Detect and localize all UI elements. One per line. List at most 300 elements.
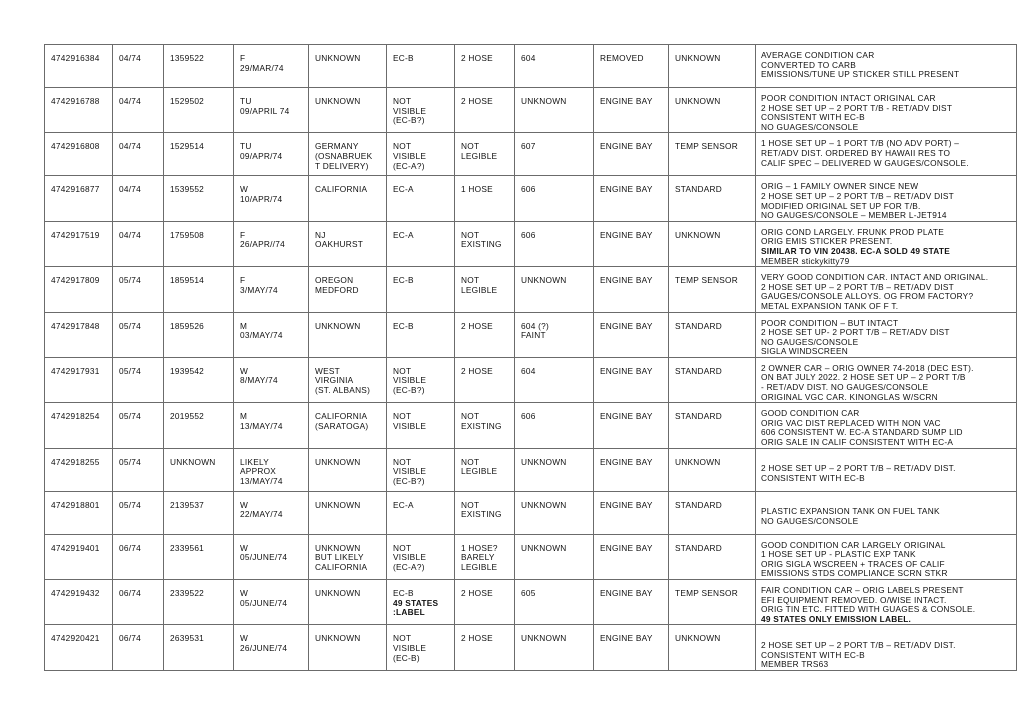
build-date-cell-text: F 29/MAR/74 <box>240 53 284 73</box>
vin-cell <box>45 625 113 670</box>
notes-line: NO GAUGES/CONSOLE <box>761 336 859 347</box>
distributor-cell <box>515 580 594 625</box>
engine-number-cell-text: 1859514 <box>170 275 205 286</box>
distributor-cell-text: 607 <box>521 141 536 152</box>
hose-setup-cell-text: NOT EXISTING <box>461 411 502 431</box>
hose-setup-cell <box>455 625 515 670</box>
notes-line: FAIR CONDITION CAR – ORIG LABELS PRESENT <box>761 585 964 595</box>
table-body <box>45 45 1017 671</box>
notes-line: 2 HOSE SET UP – 2 PORT T/B – RET/ADV DIST. <box>761 639 956 650</box>
expansion-tank-cell-text: ENGINE BAY <box>600 411 653 422</box>
notes-line: ORIG COND LARGELY. FRUNK PROD PLATE <box>761 226 945 237</box>
build-date-cell <box>234 580 309 625</box>
expansion-tank-cell <box>594 133 669 176</box>
emission-code-cell <box>387 580 455 625</box>
production-month-cell <box>113 403 164 448</box>
engine-number-cell-text: 1529502 <box>170 96 205 106</box>
expansion-tank-cell <box>594 267 669 312</box>
production-month-cell <box>113 221 164 266</box>
engine-bay-sensor-cell <box>669 403 756 448</box>
table-row <box>45 45 1017 88</box>
vin-cell-text: 4742918254 <box>51 411 100 422</box>
vin-cell-text: 4742919401 <box>51 542 100 553</box>
emission-code-cell <box>387 267 455 312</box>
hose-setup-cell <box>455 403 515 448</box>
build-date-cell <box>234 45 309 88</box>
engine-number-cell <box>164 534 234 579</box>
build-date-cell <box>234 491 309 534</box>
notes-line: PLASTIC EXPANSION TANK ON FUEL TANK <box>761 506 940 517</box>
notes-line: - RET/ADV DIST. NO GAUGES/CONSOLE <box>761 382 929 393</box>
production-month-cell <box>113 357 164 402</box>
hose-setup-cell-text: 2 HOSE <box>461 320 493 331</box>
notes-cell <box>756 357 1017 402</box>
expansion-tank-cell <box>594 625 669 670</box>
emission-code-cell-text: EC-B <box>393 53 414 63</box>
location-cell-text: UNKNOWN <box>315 499 361 510</box>
notes-cell <box>756 491 1017 534</box>
engine-bay-sensor-cell-text: STANDARD <box>675 184 723 195</box>
hose-setup-cell-text: NOT LEGIBLE <box>461 141 498 161</box>
vin-cell-text: 4742917519 <box>51 229 100 240</box>
engine-number-cell-text: 1759508 <box>170 229 205 240</box>
vin-cell-text: 4742919432 <box>51 588 100 598</box>
build-date-cell-text: W 10/APR/74 <box>240 184 283 204</box>
location-cell-text: CALIFORNIA <box>315 184 368 195</box>
notes-line: ORIGINAL VGC CAR. KINONGLAS W/SCRN <box>761 391 938 402</box>
build-date-cell <box>234 267 309 312</box>
engine-number-cell-text: 2019552 <box>170 411 205 422</box>
notes-line: 2 OWNER CAR – ORIG OWNER 74-2018 (DEC EST). <box>761 362 974 373</box>
notes-line: ORIG SALE IN CALIF CONSISTENT WITH EC-A <box>761 437 954 448</box>
production-month-cell <box>113 133 164 176</box>
notes-line: 2 HOSE SET UP- 2 PORT T/B – RET/ADV DIST <box>761 327 950 338</box>
engine-bay-sensor-cell-text: STANDARD <box>675 411 723 422</box>
notes-line: GOOD CONDITION CAR LARGELY ORIGINAL <box>761 539 946 550</box>
expansion-tank-cell-text: ENGINE BAY <box>600 275 653 286</box>
engine-bay-sensor-cell <box>669 176 756 221</box>
build-date-cell <box>234 448 309 491</box>
distributor-cell-text: 604 (?) FAINT <box>521 320 550 341</box>
production-month-cell-text: 05/74 <box>119 411 142 422</box>
notes-cell <box>756 45 1017 88</box>
vin-cell-text: 4742918801 <box>51 499 100 510</box>
expansion-tank-cell-text: ENGINE BAY <box>600 456 653 467</box>
build-date-cell-text: W 8/MAY/74 <box>240 365 278 386</box>
expansion-tank-cell-text: ENGINE BAY <box>600 96 653 106</box>
production-month-cell-text: 06/74 <box>119 588 142 598</box>
table-row <box>45 133 1017 176</box>
vin-cell <box>45 448 113 491</box>
build-date-cell <box>234 176 309 221</box>
location-cell <box>309 45 387 88</box>
notes-line: ORIG – 1 FAMILY OWNER SINCE NEW <box>761 181 919 192</box>
location-cell-text: UNKNOWN <box>315 53 361 63</box>
production-month-cell <box>113 45 164 88</box>
engine-bay-sensor-cell <box>669 133 756 176</box>
vin-cell <box>45 133 113 176</box>
build-date-cell-text: F 26/APR//74 <box>240 229 285 250</box>
engine-number-cell <box>164 45 234 88</box>
notes-cell <box>756 312 1017 357</box>
location-cell-text: UNKNOWN BUT LIKELY CALIFORNIA <box>315 542 368 572</box>
hose-setup-cell <box>455 267 515 312</box>
emission-code-cell <box>387 625 455 670</box>
location-cell-text: NJ OAKHURST <box>315 229 364 250</box>
vin-cell <box>45 88 113 133</box>
notes-cell <box>756 534 1017 579</box>
notes-line: POOR CONDITION INTACT ORIGINAL CAR <box>761 93 936 103</box>
distributor-cell-text: 606 <box>521 411 536 422</box>
hose-setup-cell <box>455 221 515 266</box>
notes-line: METAL EXPANSION TANK OF F T. <box>761 300 899 311</box>
location-cell <box>309 267 387 312</box>
hose-setup-cell-text: 1 HOSE? BARELY LEGIBLE <box>461 542 498 572</box>
notes-line: ORIG VAC DIST REPLACED WITH NON VAC <box>761 417 941 428</box>
expansion-tank-cell-text: REMOVED <box>600 53 644 63</box>
vin-registry-table <box>44 44 1017 671</box>
engine-number-cell <box>164 176 234 221</box>
hose-setup-cell-text: 1 HOSE <box>461 184 493 195</box>
distributor-cell <box>515 534 594 579</box>
hose-setup-cell-text: 2 HOSE <box>461 633 493 644</box>
notes-line: NO GAUGES/CONSOLE <box>761 515 859 526</box>
emission-code-cell-text: NOT VISIBLE (EC-B) <box>393 633 427 663</box>
engine-number-cell-text: UNKNOWN <box>170 456 216 467</box>
hose-setup-cell-text: 2 HOSE <box>461 588 493 598</box>
build-date-cell <box>234 534 309 579</box>
notes-line: 2 HOSE SET UP – 2 PORT T/B - RET/ADV DIST <box>761 102 953 113</box>
hose-setup-cell <box>455 88 515 133</box>
expansion-tank-cell <box>594 448 669 491</box>
notes-cell <box>756 403 1017 448</box>
location-cell-text: UNKNOWN <box>315 588 361 598</box>
notes-cell <box>756 267 1017 312</box>
notes-line: MODIFIED ORIGINAL SET UP FOR T/B. <box>761 200 921 211</box>
distributor-cell-text: 604 <box>521 365 536 376</box>
notes-line: ORIG SIGLA WSCREEN + TRACES OF CALIF <box>761 558 945 569</box>
emission-code-cell <box>387 403 455 448</box>
distributor-cell-text: 605 <box>521 588 536 598</box>
table-row <box>45 491 1017 534</box>
vin-cell <box>45 580 113 625</box>
production-month-cell <box>113 312 164 357</box>
emission-code-cell-text: NOT VISIBLE (EC-A?) <box>393 141 427 171</box>
location-cell-text: GERMANY (OSNABRUEK T DELIVERY) <box>315 141 373 171</box>
production-month-cell <box>113 88 164 133</box>
expansion-tank-cell-text: ENGINE BAY <box>600 184 653 195</box>
location-cell <box>309 133 387 176</box>
distributor-cell <box>515 625 594 670</box>
engine-bay-sensor-cell-text: UNKNOWN <box>675 96 721 106</box>
hose-setup-cell-text: NOT LEGIBLE <box>461 275 498 295</box>
hose-setup-cell <box>455 133 515 176</box>
table-row <box>45 448 1017 491</box>
emission-code-cell <box>387 491 455 534</box>
production-month-cell-text: 04/74 <box>119 184 142 195</box>
build-date-cell <box>234 221 309 266</box>
engine-number-cell <box>164 403 234 448</box>
emission-code-cell-text: NOT VISIBLE <box>393 411 427 431</box>
vin-cell <box>45 45 113 88</box>
notes-line: VERY GOOD CONDITION CAR. INTACT AND ORIGINAL. <box>761 272 989 283</box>
location-cell <box>309 491 387 534</box>
location-cell <box>309 221 387 266</box>
vin-cell <box>45 176 113 221</box>
production-month-cell <box>113 534 164 579</box>
vin-cell <box>45 491 113 534</box>
location-cell-text: OREGON MEDFORD <box>315 275 359 295</box>
notes-line: 1 HOSE SET UP - PLASTIC EXP TANK <box>761 549 916 560</box>
distributor-cell-text: 606 <box>521 184 536 195</box>
engine-number-cell <box>164 580 234 625</box>
location-cell-text: UNKNOWN <box>315 456 361 467</box>
vin-cell-text: 4742917931 <box>51 365 100 376</box>
vin-cell-text: 4742916808 <box>51 141 100 152</box>
notes-line: ORIG TIN ETC. FITTED WITH GUAGES & CONSOLE. <box>761 604 976 615</box>
notes-cell <box>756 625 1017 670</box>
hose-setup-cell <box>455 580 515 625</box>
engine-number-cell <box>164 448 234 491</box>
distributor-cell <box>515 357 594 402</box>
production-month-cell-text: 04/74 <box>119 229 142 240</box>
build-date-cell-text: TU 09/APR/74 <box>240 141 283 161</box>
location-cell <box>309 580 387 625</box>
distributor-cell <box>515 176 594 221</box>
build-date-cell-text: W 05/JUNE/74 <box>240 542 288 563</box>
emission-code-cell-text: EC-A <box>393 184 414 195</box>
expansion-tank-cell <box>594 534 669 579</box>
production-month-cell-text: 05/74 <box>119 320 142 331</box>
vin-cell-text: 4742916877 <box>51 184 100 195</box>
location-cell-text: CALIFORNIA (SARATOGA) <box>315 411 369 431</box>
build-date-cell-text: W 22/MAY/74 <box>240 499 283 520</box>
expansion-tank-cell-text: ENGINE BAY <box>600 320 653 331</box>
hose-setup-cell-text: 2 HOSE <box>461 365 493 376</box>
vin-cell <box>45 357 113 402</box>
engine-number-cell <box>164 491 234 534</box>
emission-code-cell <box>387 312 455 357</box>
notes-line: NO GAUGES/CONSOLE – MEMBER L-JET914 <box>761 210 947 221</box>
engine-bay-sensor-cell <box>669 45 756 88</box>
emission-code-cell-text: EC-A <box>393 229 414 240</box>
build-date-cell-text: M 13/MAY/74 <box>240 411 283 431</box>
engine-bay-sensor-cell <box>669 267 756 312</box>
distributor-cell-text: UNKNOWN <box>521 456 567 467</box>
location-cell <box>309 88 387 133</box>
hose-setup-cell <box>455 534 515 579</box>
engine-number-cell-text: 1359522 <box>170 53 205 63</box>
registry-sheet <box>44 44 1016 671</box>
notes-line: CONVERTED TO CARB <box>761 59 857 70</box>
distributor-cell-text: 604 <box>521 53 536 63</box>
production-month-cell <box>113 448 164 491</box>
notes-line: SIMILAR TO VIN 20438. EC-A SOLD 49 STATE <box>761 245 951 256</box>
build-date-cell <box>234 357 309 402</box>
vin-cell <box>45 312 113 357</box>
notes-line: EFI EQUIPMENT REMOVED. O/WISE INTACT. <box>761 594 947 605</box>
vin-cell-text: 4742918255 <box>51 456 100 467</box>
hose-setup-cell-text: NOT EXISTING <box>461 229 502 250</box>
location-cell-text: UNKNOWN <box>315 320 361 331</box>
emission-code-cell <box>387 133 455 176</box>
distributor-cell <box>515 448 594 491</box>
vin-cell-text: 4742916384 <box>51 53 100 63</box>
emission-code-cell-text: EC-B <box>393 275 414 286</box>
production-month-cell-text: 05/74 <box>119 456 142 467</box>
table-row <box>45 625 1017 670</box>
expansion-tank-cell <box>594 580 669 625</box>
hose-setup-cell-text: 2 HOSE <box>461 53 493 63</box>
hose-setup-cell <box>455 357 515 402</box>
expansion-tank-cell-text: ENGINE BAY <box>600 229 653 240</box>
notes-line: RET/ADV DIST. ORDERED BY HAWAII RES TO <box>761 147 951 158</box>
table-row <box>45 580 1017 625</box>
notes-cell <box>756 221 1017 266</box>
production-month-cell-text: 05/74 <box>119 365 142 376</box>
notes-line: CALIF SPEC – DELIVERED W GAUGES/CONSOLE. <box>761 157 969 168</box>
distributor-cell <box>515 45 594 88</box>
engine-bay-sensor-cell <box>669 491 756 534</box>
engine-bay-sensor-cell <box>669 312 756 357</box>
build-date-cell-text: W 05/JUNE/74 <box>240 588 288 608</box>
engine-number-cell-text: 1939542 <box>170 365 205 376</box>
table-row <box>45 267 1017 312</box>
engine-number-cell <box>164 357 234 402</box>
build-date-cell <box>234 403 309 448</box>
emission-code-cell-text: NOT VISIBLE (EC-B?) <box>393 456 427 486</box>
emission-code-cell <box>387 176 455 221</box>
engine-bay-sensor-cell-text: STANDARD <box>675 542 723 553</box>
vin-cell-text: 4742920421 <box>51 633 100 644</box>
location-cell <box>309 176 387 221</box>
engine-number-cell-text: 1529514 <box>170 141 205 152</box>
engine-bay-sensor-cell-text: TEMP SENSOR <box>675 141 738 152</box>
distributor-cell-text: UNKNOWN <box>521 542 567 553</box>
production-month-cell <box>113 625 164 670</box>
distributor-cell <box>515 221 594 266</box>
engine-bay-sensor-cell <box>669 534 756 579</box>
notes-line: CONSISTENT WITH EC-B <box>761 112 865 123</box>
table-row <box>45 176 1017 221</box>
engine-bay-sensor-cell-text: STANDARD <box>675 365 723 376</box>
expansion-tank-cell <box>594 357 669 402</box>
table-row <box>45 221 1017 266</box>
emission-code-cell <box>387 448 455 491</box>
notes-cell <box>756 133 1017 176</box>
engine-number-cell-text: 2339522 <box>170 588 205 598</box>
production-month-cell-text: 05/74 <box>119 499 142 510</box>
notes-cell <box>756 580 1017 625</box>
table-row <box>45 357 1017 402</box>
notes-line: 606 CONSISTENT W. EC-A STANDARD SUMP LID <box>761 427 963 438</box>
expansion-tank-cell <box>594 88 669 133</box>
location-cell <box>309 403 387 448</box>
production-month-cell-text: 04/74 <box>119 141 142 152</box>
location-cell <box>309 534 387 579</box>
location-cell-text: UNKNOWN <box>315 633 361 644</box>
notes-line: MEMBER TRS63 <box>761 659 829 670</box>
notes-line: ON BAT JULY 2022. 2 HOSE SET UP – 2 PORT T/B <box>761 372 966 383</box>
hose-setup-cell <box>455 176 515 221</box>
production-month-cell-text: 05/74 <box>119 275 142 286</box>
vin-cell-text: 4742917809 <box>51 275 100 286</box>
emission-code-cell-text: EC-B <box>393 588 414 598</box>
build-date-cell <box>234 312 309 357</box>
emission-code-cell <box>387 45 455 88</box>
notes-line: GOOD CONDITION CAR <box>761 408 860 419</box>
engine-bay-sensor-cell <box>669 580 756 625</box>
engine-number-cell-text: 2139537 <box>170 499 205 510</box>
hose-setup-cell <box>455 491 515 534</box>
distributor-cell-text: UNKNOWN <box>521 499 567 510</box>
production-month-cell <box>113 491 164 534</box>
location-cell-text: UNKNOWN <box>315 96 361 106</box>
emission-code-cell-text: NOT VISIBLE (EC-A?) <box>393 542 427 572</box>
production-month-cell-text: 06/74 <box>119 633 142 644</box>
distributor-cell-text: UNKNOWN <box>521 275 567 286</box>
expansion-tank-cell <box>594 45 669 88</box>
build-date-cell-text: W 26/JUNE/74 <box>240 633 288 653</box>
notes-line: EMISSIONS/TUNE UP STICKER STILL PRESENT <box>761 69 960 80</box>
table-row <box>45 403 1017 448</box>
notes-line: 2 HOSE SET UP – 2 PORT T/B – RET/ADV DIST. <box>761 463 956 474</box>
vin-cell <box>45 534 113 579</box>
distributor-cell <box>515 88 594 133</box>
notes-line: 1 HOSE SET UP – 1 PORT T/B (NO ADV PORT) – <box>761 138 960 149</box>
notes-line: AVERAGE CONDITION CAR <box>761 50 875 60</box>
engine-bay-sensor-cell <box>669 357 756 402</box>
production-month-cell <box>113 580 164 625</box>
notes-line: SIGLA WINDSCREEN <box>761 346 848 357</box>
engine-number-cell-text: 2639531 <box>170 633 205 644</box>
build-date-cell <box>234 133 309 176</box>
engine-number-cell-text: 1539552 <box>170 184 205 195</box>
engine-number-cell-text: 2339561 <box>170 542 205 553</box>
emission-code-cell <box>387 357 455 402</box>
notes-line: MEMBER stickykitty79 <box>761 255 850 266</box>
hose-setup-cell-text: NOT EXISTING <box>461 499 502 520</box>
distributor-cell <box>515 133 594 176</box>
expansion-tank-cell <box>594 176 669 221</box>
notes-line: EMISSIONS STDS COMPLIANCE SCRN STKR <box>761 568 948 579</box>
notes-line: GAUGES/CONSOLE ALLOYS. OG FROM FACTORY? <box>761 291 974 302</box>
engine-number-cell <box>164 312 234 357</box>
table-row <box>45 312 1017 357</box>
expansion-tank-cell-text: ENGINE BAY <box>600 633 653 644</box>
engine-bay-sensor-cell <box>669 625 756 670</box>
vin-cell-text: 4742917848 <box>51 320 100 331</box>
notes-line: CONSISTENT WITH EC-B <box>761 472 865 483</box>
engine-number-cell <box>164 625 234 670</box>
expansion-tank-cell-text: ENGINE BAY <box>600 141 653 152</box>
production-month-cell-text: 04/74 <box>119 53 142 63</box>
vin-cell-text: 4742916788 <box>51 96 100 106</box>
engine-bay-sensor-cell <box>669 448 756 491</box>
hose-setup-cell <box>455 448 515 491</box>
hose-setup-cell-text: NOT LEGIBLE <box>461 456 498 477</box>
expansion-tank-cell <box>594 221 669 266</box>
location-cell-text: WEST VIRGINIA (ST. ALBANS) <box>315 365 371 396</box>
notes-cell <box>756 88 1017 133</box>
engine-number-cell <box>164 88 234 133</box>
emission-code-cell-text: NOT VISIBLE (EC-B?) <box>393 365 427 396</box>
notes-line: 2 HOSE SET UP – 2 PORT T/B – RET/ADV DIST <box>761 281 954 292</box>
notes-line: NO GUAGES/CONSOLE <box>761 121 859 132</box>
notes-line: 49 STATES ONLY EMISSION LABEL. <box>761 613 912 624</box>
production-month-cell-text: 04/74 <box>119 96 142 106</box>
location-cell <box>309 312 387 357</box>
